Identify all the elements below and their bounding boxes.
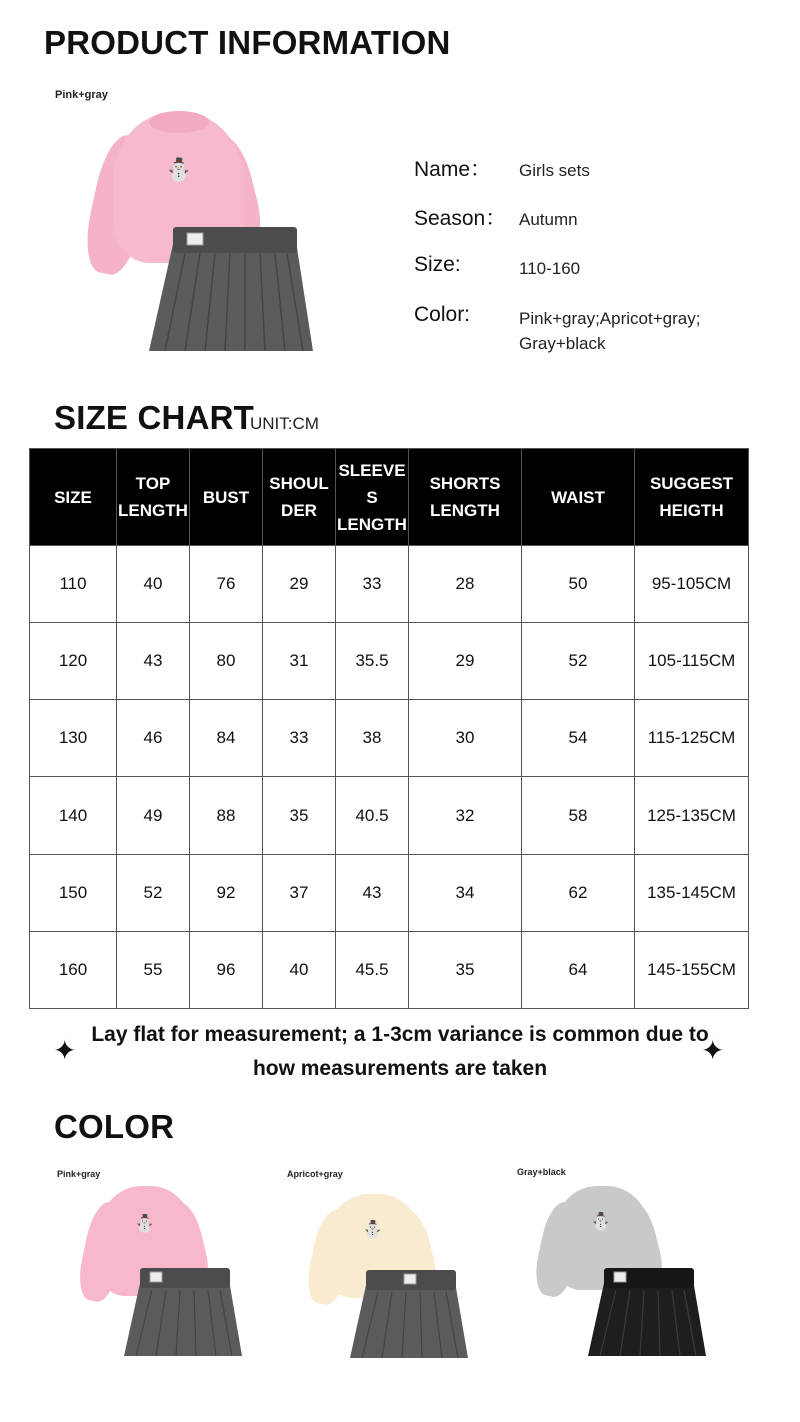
size-chart-table — [29, 448, 749, 1009]
variant-label-pink-gray: Pink+gray — [57, 1169, 101, 1179]
table-cell: 40 — [117, 546, 190, 623]
snowman-graphic-icon: ⛄ — [362, 1220, 384, 1239]
table-cell: 34 — [409, 854, 522, 931]
table-cell: 29 — [409, 623, 522, 700]
snowman-graphic-icon: ⛄ — [134, 1214, 156, 1233]
variant-image-gray-black — [538, 1180, 713, 1365]
table-cell: 30 — [409, 700, 522, 777]
table-cell: 33 — [263, 700, 336, 777]
size-chart-title: SIZE CHART — [54, 399, 254, 436]
table-cell: 58 — [522, 777, 635, 854]
pleated-skirt — [120, 1266, 245, 1362]
header-cell-size: SIZE — [30, 449, 117, 546]
table-cell: 105-115CM — [635, 623, 749, 700]
pleated-skirt — [584, 1266, 709, 1362]
header-cell-shorts-length: SHORTS LENGTH — [409, 449, 522, 546]
variant-label-apricot-gray: Apricot+gray — [287, 1169, 343, 1179]
table-cell: 145-155CM — [635, 931, 749, 1008]
table-cell: 84 — [190, 700, 263, 777]
table-cell: 88 — [190, 777, 263, 854]
table-cell: 52 — [522, 623, 635, 700]
spec-season-value: Autumn — [519, 210, 578, 229]
table-cell: 115-125CM — [635, 700, 749, 777]
table-cell: 43 — [117, 623, 190, 700]
table-row — [30, 700, 749, 777]
pleated-skirt — [145, 223, 315, 363]
header-cell-top-length: TOP LENGTH — [117, 449, 190, 546]
table-cell: 135-145CM — [635, 854, 749, 931]
hero-product-image — [85, 105, 320, 365]
header-cell-bust: BUST — [190, 449, 263, 546]
table-cell: 45.5 — [336, 931, 409, 1008]
header-cell-suggest-height: SUGGEST HEIGTH — [635, 449, 749, 546]
table-cell: 37 — [263, 854, 336, 931]
table-cell: 32 — [409, 777, 522, 854]
table-cell: 120 — [30, 623, 117, 700]
header-cell-sleeves-length: SLEEVE S LENGTH — [336, 449, 409, 546]
spec-color-value: Pink+gray;Apricot+gray; Gray+black — [519, 309, 701, 353]
table-cell: 38 — [336, 700, 409, 777]
table-cell: 160 — [30, 931, 117, 1008]
spec-name-value: Girls sets — [519, 161, 590, 180]
header-cell-waist: WAIST — [522, 449, 635, 546]
table-cell: 150 — [30, 854, 117, 931]
table-cell: 35.5 — [336, 623, 409, 700]
table-cell: 40 — [263, 931, 336, 1008]
table-row — [30, 854, 749, 931]
pleated-skirt — [346, 1268, 471, 1364]
table-cell: 54 — [522, 700, 635, 777]
table-cell: 33 — [336, 546, 409, 623]
hero-color-tag: Pink+gray — [55, 89, 108, 101]
table-cell: 130 — [30, 700, 117, 777]
table-cell: 28 — [409, 546, 522, 623]
table-cell: 43 — [336, 854, 409, 931]
table-cell: 35 — [263, 777, 336, 854]
table-cell: 76 — [190, 546, 263, 623]
table-cell: 52 — [117, 854, 190, 931]
spec-color-label: Color: — [414, 303, 471, 326]
color-section-title: COLOR — [54, 1108, 175, 1145]
snowman-graphic-icon: ⛄ — [165, 157, 193, 182]
table-cell: 64 — [522, 931, 635, 1008]
variant-image-apricot-gray — [308, 1188, 478, 1368]
spec-size-value: 110-160 — [519, 259, 581, 278]
sweater-collar — [149, 111, 209, 133]
table-cell: 29 — [263, 546, 336, 623]
table-cell: 50 — [522, 546, 635, 623]
table-cell: 31 — [263, 623, 336, 700]
table-cell: 92 — [190, 854, 263, 931]
table-cell: 49 — [117, 777, 190, 854]
table-cell: 140 — [30, 777, 117, 854]
table-row — [30, 931, 749, 1008]
spec-season-label: Season： — [414, 207, 507, 230]
table-cell: 80 — [190, 623, 263, 700]
size-chart-unit: UNIT:CM — [250, 414, 319, 433]
table-row — [30, 777, 749, 854]
header-cell-shoulder: SHOUL DER — [263, 449, 336, 546]
size-chart-header-row — [30, 449, 749, 546]
table-cell: 55 — [117, 931, 190, 1008]
sparkle-left-icon: ✦ — [53, 1035, 77, 1066]
measurement-note: Lay flat for measurement; a 1-3cm variance is common due to how measurements are taken — [91, 1023, 709, 1080]
sparkle-right-icon: ✦ — [701, 1035, 725, 1066]
spec-name-label: Name： — [414, 158, 492, 181]
table-cell: 110 — [30, 546, 117, 623]
table-cell: 96 — [190, 931, 263, 1008]
variant-image-pink-gray — [80, 1180, 250, 1365]
table-cell: 35 — [409, 931, 522, 1008]
table-row — [30, 546, 749, 623]
page-title: PRODUCT INFORMATION — [44, 24, 451, 61]
snowman-graphic-icon: ⛄ — [590, 1212, 612, 1231]
variant-label-gray-black: Gray+black — [517, 1167, 566, 1177]
table-cell: 125-135CM — [635, 777, 749, 854]
table-cell: 95-105CM — [635, 546, 749, 623]
table-row — [30, 623, 749, 700]
table-cell: 46 — [117, 700, 190, 777]
table-cell: 62 — [522, 854, 635, 931]
spec-size-label: Size: — [414, 253, 461, 276]
table-cell: 40.5 — [336, 777, 409, 854]
